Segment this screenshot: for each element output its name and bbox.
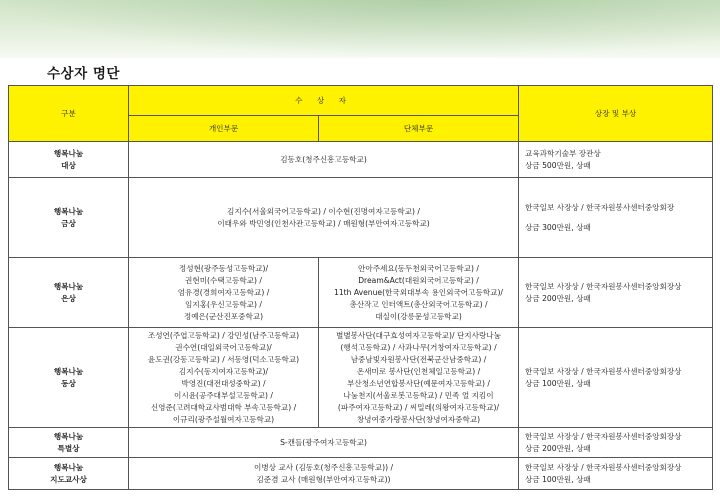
category-cell [9,178,129,258]
group-line: 창녕여중가랑봉사단(창녕여자중학교) [356,414,481,424]
group-line: 나눔천지(서울로봇고등학교) / 민족 얼 지킴이 [343,390,494,400]
category-line: 행복나눔 [53,366,84,376]
prize-cell [519,258,713,328]
awardee-cell: S-캔들(광주여자고등학교) [129,428,519,458]
individual-line: 임지홍(우신고등학교) / [185,299,262,309]
group-cell [319,328,519,428]
group-line: Dream&Act(대원외국어고등학교) / [358,275,479,285]
row-gold [9,178,713,258]
prize-line: 상금 200만원, 상패 [525,443,591,453]
awardees-table [8,85,713,490]
prize-line: 한국일보 사장상 / 한국자원봉사센터중앙회장상 [525,462,682,472]
prize-line: 한국일보 사장상 / 한국자원봉사센터중앙회장상 [525,281,682,291]
category-cell [9,458,129,490]
category-line: 대상 [61,160,76,170]
individual-cell [129,328,319,428]
individual-line: 이시윤(공주대부설고등학교) / [174,390,273,400]
group-line: 11th Avenue(한국외대부속 용인외국어고등학교)/ [333,287,503,297]
row-bronze [9,328,713,428]
header-group: 단체부문 [319,116,519,142]
prize-line: 한국일보 사장상 / 한국자원봉사센터중앙회장상 [525,366,682,376]
category-cell [9,142,129,178]
category-cell [9,428,129,458]
group-line: 총산작고 인터액트(총산외국어고등학교) / [349,299,488,309]
group-line: (행석고등학교) / 사과나무(거창여자고등학교) / [340,342,497,352]
header-row-1 [9,86,713,116]
header-prize: 상장 및 부상 [519,86,713,142]
prize-line: 교육과학기술부 장관상 [525,148,601,158]
prize-cell [519,178,713,258]
category-line: 행복나눔 [53,462,84,472]
category-cell [9,328,129,428]
group-line: 대실이(강릉문성고등학교) [375,311,462,321]
prize-line: 한국일보 사장상 / 한국자원봉사센터중앙회장상 [525,431,682,441]
category-line: 행복나눔 [53,148,84,158]
individual-line: 조성연(주엽고등학교) / 강민성(남주고등학교) [147,330,300,340]
row-grand [9,142,713,178]
individual-line: 권현미(수택고등학교) / [185,275,262,285]
header-category: 구분 [9,86,129,142]
category-line: 행복나눔 [53,431,84,441]
prize-cell [519,458,713,490]
awardee-line: 김준겸 교사 (매원형(부안여자고등학교)) [256,474,391,484]
individual-line: 신영준(고려대학교사범대학 부속고등학교) / [150,402,297,412]
prize-line: 상금 100만원, 상패 [525,378,591,388]
group-line: 남중남빛자원봉사단(전북군산남중학교) / [350,354,487,364]
group-line: (파주여자고등학교) / 씨밀레(의왕여자고등학교)/ [337,402,500,412]
prize-cell [519,142,713,178]
category-line: 특별상 [57,443,80,453]
awardee-cell [129,178,519,258]
prize-line: 상금 100만원, 상패 [525,474,591,484]
prize-cell [519,328,713,428]
header-individual: 개인부문 [129,116,319,142]
category-line: 행복나눔 [53,281,84,291]
individual-line: 정예은(군산진포중학교) [183,311,264,321]
awardee-line: 이병상 교사 (김동호(청주신흥고등학교)) / [253,462,394,472]
group-line: 별별봉사단(대구효성여자고등학교)/ 단지사랑나눔 [336,330,501,340]
prize-line: 상금 500만원, 상패 [525,160,591,170]
individual-cell [129,258,319,328]
category-cell [9,258,129,328]
individual-line: 정성현(광주동성고등학교)/ [178,263,269,273]
awardee-line: 김지수(서울외국어고등학교) / 이수현(진명여자고등학교) / [227,206,420,216]
group-line: 온새미로 봉사단(인천체일고등학교) / [356,366,481,376]
individual-line: 윤도권(강동고등학교) / 서동영(덕소고등학교) [147,354,300,364]
individual-line: 권수연(대일외국어고등학교)/ [175,342,272,352]
awardee-cell: 김동호(청주신흥고등학교) [129,142,519,178]
category-line: 금상 [61,218,76,228]
awardee-cell [129,458,519,490]
group-cell [319,258,519,328]
top-banner [0,0,720,58]
page-title: 수상자 명단 [47,66,120,82]
individual-line: 김지수(동지여자고등학교)/ [178,366,269,376]
individual-line: 박영진(대전대성중학교) / [181,378,266,388]
category-line: 동상 [61,378,76,388]
row-teacher [9,458,713,490]
prize-line: 상금 200만원, 상패 [525,293,591,303]
header-awardees: 수 상 자 [129,86,519,116]
awardee-line: 이태우와 박민영(인천사관고등학교) / 매원형(부안여자고등학교) [217,218,430,228]
individual-line: 엄유경(경희여자고등학교) / [177,287,270,297]
group-line: 안아주세요(동두천외국어고등학교) / [358,263,479,273]
category-line: 은상 [61,293,76,303]
prize-line: 한국일보 사장상 / 한국자원봉사센터중앙회장 [525,202,675,212]
group-line: 부산청소년연합봉사단(예문여자고등학교) / [347,378,490,388]
prize-cell [519,428,713,458]
individual-line: 이규리(광주설월여자고등학교) [172,414,275,424]
category-line: 행복나눔 [53,206,84,216]
prize-line: 상금 300만원, 상패 [525,222,591,232]
category-line: 지도교사상 [50,474,87,484]
row-silver [9,258,713,328]
row-special [9,428,713,458]
